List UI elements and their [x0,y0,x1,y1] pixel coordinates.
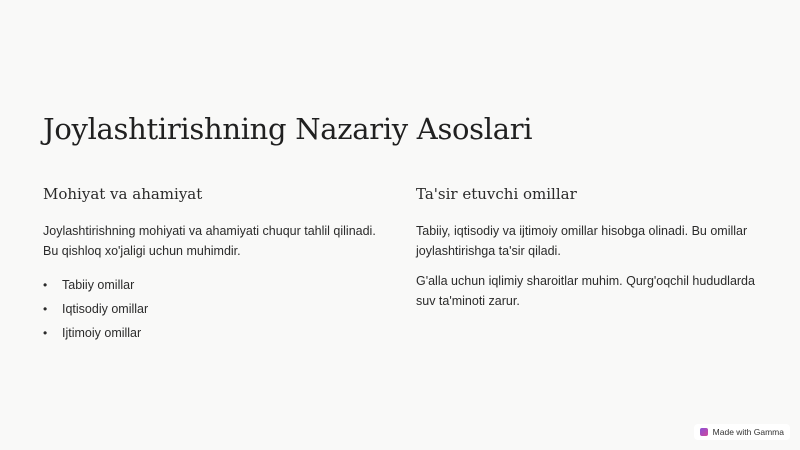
badge-label: Made with Gamma [712,427,784,437]
bullet-icon: • [43,326,48,340]
bullet-icon: • [43,278,48,292]
left-column [43,183,388,345]
made-with-gamma-badge[interactable] [694,424,790,440]
factor-list [43,273,388,345]
list-item-label: Ijtimoiy omillar [62,326,142,340]
gamma-logo-icon [700,428,708,436]
list-item-label: Tabiiy omillar [62,278,135,292]
bullet-icon: • [43,302,48,316]
list-item [43,273,388,297]
right-column [416,183,761,311]
left-column-paragraph: Joylashtirishning mohiyati va ahamiyati chuqur tahlil qilinadi. Bu qishloq xo'jaligi uchun muhimdir. [43,224,376,258]
list-item [43,297,388,321]
right-column-heading: Ta'sir etuvchi omillar [416,185,577,203]
left-column-heading: Mohiyat va ahamiyat [43,185,203,203]
right-column-paragraph: G'alla uchun iqlimiy sharoitlar muhim. Qurg'oqchil hududlarda suv ta'minoti zarur. [416,274,755,308]
list-item-label: Iqtisodiy omillar [62,302,149,316]
list-item [43,321,388,345]
right-column-paragraph: Tabiiy, iqtisodiy va ijtimoiy omillar hisobga olinadi. Bu omillar joylashtirishga ta'sir qiladi. [416,224,748,258]
slide-title: Joylashtirishning Nazariy Asoslari [43,112,533,146]
